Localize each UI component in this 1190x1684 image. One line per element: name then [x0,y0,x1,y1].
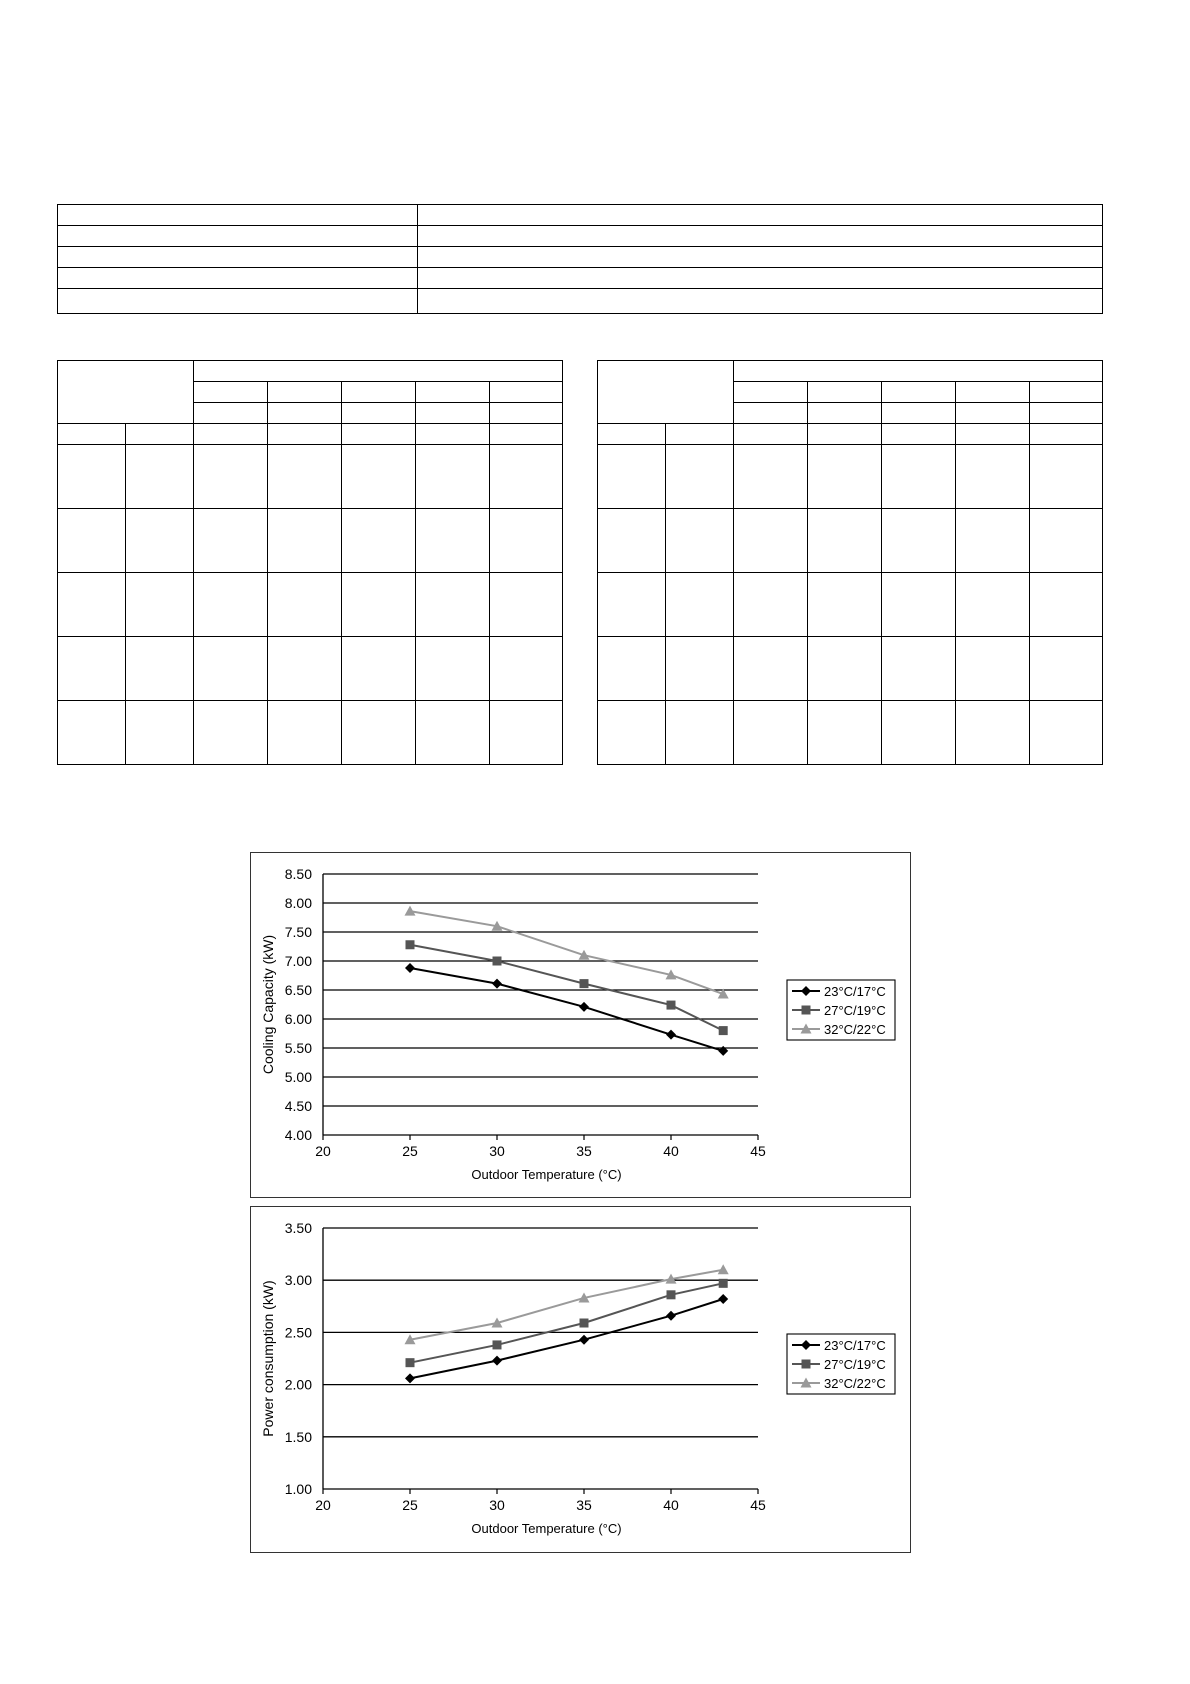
table-header-row [58,361,563,382]
performance-table-right [597,360,1103,765]
table-row [598,445,1103,509]
series-23-17-point [579,1002,589,1012]
y-axis-label: Power consumption (kW) [260,1280,276,1437]
y-tick-label: 5.00 [284,1069,312,1085]
table-row [58,226,1103,247]
legend-swatch-marker [802,1360,811,1369]
legend-entry-label: 32°C/22°C [824,1376,886,1391]
cooling-capacity-chart [250,852,911,1198]
series-27-19-point [406,1358,415,1367]
y-tick-label: 6.50 [284,982,312,998]
series-27-19-point [719,1279,728,1288]
table-header-row [598,361,1103,382]
series-27-19-point [580,1319,589,1328]
x-tick-label: 35 [576,1497,592,1513]
table-row [598,573,1103,637]
performance-table-left [57,360,563,765]
table-row [598,637,1103,701]
x-tick-label: 35 [576,1143,592,1159]
series-32-22-point [405,906,416,916]
y-tick-label: 8.50 [284,866,312,882]
series-23-17-point [666,1030,676,1040]
y-tick-label: 1.50 [284,1428,312,1445]
y-tick-label: 4.50 [284,1098,312,1114]
legend-entry-label: 23°C/17°C [824,1338,886,1353]
series-23-17-point [405,1373,415,1383]
series-32-22-point [718,1264,729,1274]
x-axis-label: Outdoor Temperature (°C) [471,1167,622,1182]
x-tick-label: 20 [315,1143,331,1159]
series-27-19-line [410,945,723,1031]
legend-entry-label: 32°C/22°C [824,1022,886,1037]
y-tick-label: 2.00 [284,1376,312,1393]
legend-entry-label: 27°C/19°C [824,1003,886,1018]
series-23-17-point [718,1294,728,1304]
table-row [58,573,563,637]
series-27-19-point [667,1290,676,1299]
y-tick-label: 3.00 [284,1272,312,1289]
series-23-17-point [666,1311,676,1321]
table-row [58,205,1103,226]
table-row [58,637,563,701]
table-row [58,247,1103,268]
series-27-19-point [406,940,415,949]
x-tick-label: 20 [315,1497,331,1513]
series-27-19-point [667,1001,676,1010]
y-tick-label: 3.50 [284,1220,312,1236]
series-27-19-point [580,979,589,988]
table-row [598,509,1103,573]
y-tick-label: 7.50 [284,924,312,940]
cooling-capacity-plot [251,853,910,1197]
y-tick-label: 7.00 [284,953,312,969]
y-tick-label: 4.00 [284,1127,312,1143]
x-tick-label: 25 [402,1143,418,1159]
series-23-17-point [579,1335,589,1345]
power-consumption-plot [251,1207,910,1552]
y-tick-label: 5.50 [284,1040,312,1056]
series-27-19-point [719,1026,728,1035]
y-tick-label: 8.00 [284,895,312,911]
series-27-19-line [410,1283,723,1362]
y-tick-label: 1.00 [284,1481,312,1497]
table-row [58,289,1103,314]
series-23-17-point [405,963,415,973]
table-row [58,268,1103,289]
table-header-row [598,424,1103,445]
series-23-17-line [410,968,723,1051]
series-27-19-point [493,957,502,966]
x-tick-label: 40 [663,1143,679,1159]
y-tick-label: 2.50 [284,1324,312,1341]
y-axis-label: Cooling Capacity (kW) [260,934,276,1075]
legend-entry-label: 23°C/17°C [824,984,886,999]
table-row [598,701,1103,765]
table-row [58,445,563,509]
y-tick-label: 6.00 [284,1011,312,1027]
specification-table [57,204,1103,314]
x-tick-label: 25 [402,1497,418,1513]
power-consumption-chart [250,1206,911,1553]
x-tick-label: 30 [489,1143,505,1159]
x-tick-label: 30 [489,1497,505,1513]
table-row [58,701,563,765]
series-23-17-point [492,1356,502,1366]
series-23-17-line [410,1299,723,1378]
table-row [58,509,563,573]
x-tick-label: 45 [750,1143,766,1159]
legend-entry-label: 27°C/19°C [824,1357,886,1372]
x-tick-label: 40 [663,1497,679,1513]
legend-swatch-marker [802,1006,811,1015]
table-header-row [58,424,563,445]
series-27-19-point [493,1340,502,1349]
x-tick-label: 45 [750,1497,766,1513]
x-axis-label: Outdoor Temperature (°C) [471,1521,622,1536]
series-23-17-point [492,979,502,989]
